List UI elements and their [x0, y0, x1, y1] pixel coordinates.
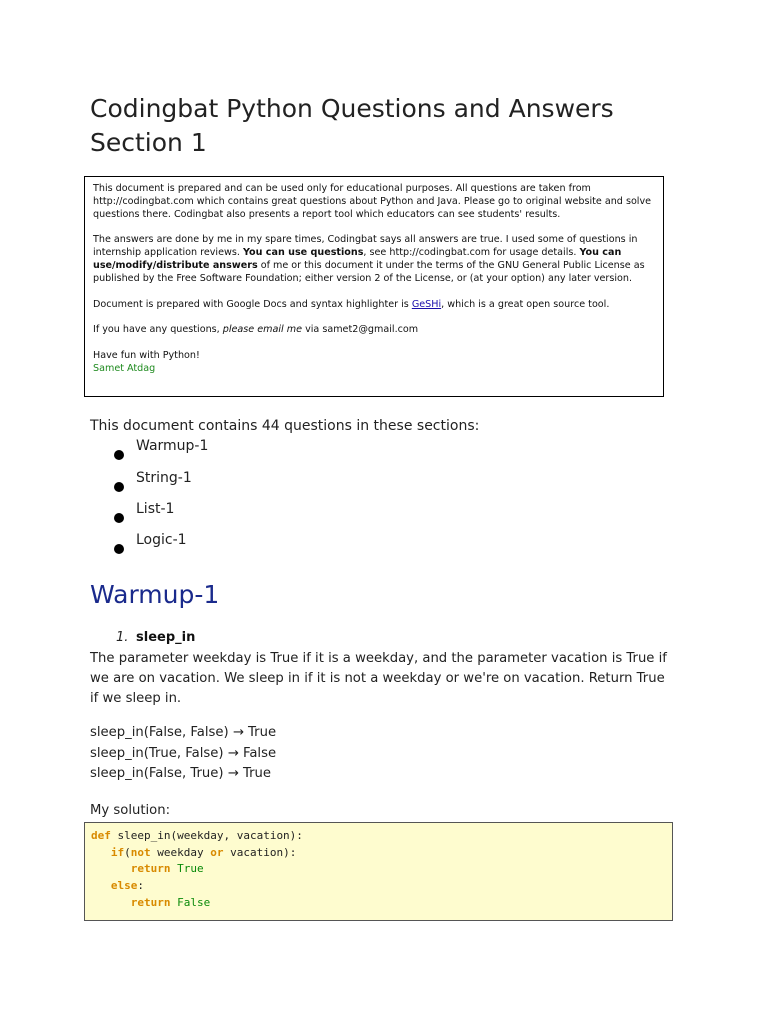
- example-line: sleep_in(False, True) → True: [90, 766, 271, 781]
- code-block: [84, 822, 673, 921]
- intro-paragraph-2: [93, 234, 655, 285]
- code-line: [91, 895, 666, 912]
- intro-text: , which is a great open source tool.: [441, 298, 610, 310]
- code-keyword: return: [130, 895, 171, 909]
- section-heading: Warmup-1: [90, 580, 220, 609]
- intro-text: via samet2@gmail.com: [302, 324, 419, 336]
- example-list: [90, 723, 276, 785]
- code-line: [91, 828, 666, 845]
- section-label: Warmup-1: [136, 438, 209, 454]
- code-builtin: False: [177, 895, 211, 909]
- example-line: sleep_in(True, False) → False: [90, 745, 277, 761]
- page-title: [90, 92, 690, 160]
- intro-paragraph-4: [93, 324, 655, 337]
- bullet-icon: [114, 450, 124, 460]
- code-keyword: else: [110, 879, 138, 893]
- list-item: [90, 470, 390, 498]
- code-keyword: return: [130, 862, 171, 876]
- code-text: vacation):: [223, 845, 297, 859]
- section-label: Logic-1: [136, 532, 187, 548]
- list-item: [90, 532, 390, 560]
- intro-paragraph-5: Have fun with Python!: [93, 350, 200, 362]
- section-label: List-1: [136, 501, 175, 517]
- intro-paragraph-3: [93, 299, 655, 312]
- code-line: [91, 878, 666, 895]
- list-item: [90, 501, 390, 529]
- code-text: weekday: [150, 845, 211, 859]
- question-number: 1.: [116, 630, 129, 645]
- code-text: sleep_in(weekday, vacation):: [110, 829, 303, 842]
- code-keyword: def: [91, 829, 111, 842]
- title-line-1: Codingbat Python Questions and Answers: [90, 94, 614, 123]
- section-label: String-1: [136, 470, 192, 486]
- intro-text: If you have any questions,: [93, 324, 223, 336]
- question-name: sleep_in: [136, 630, 196, 645]
- author-name: Samet Atdag: [93, 362, 156, 374]
- intro-text: Document is prepared with Google Docs and syntax highlighter is: [93, 298, 412, 310]
- code-text: (: [124, 845, 131, 859]
- intro-bold: You can use/modify/distribute answers: [93, 247, 622, 271]
- solution-label: My solution:: [90, 803, 171, 818]
- code-keyword: not: [130, 845, 151, 859]
- intro-paragraph-1: This document is prepared and can be used only for educational purposes. All questions are taken from http://codingbat.com which contains great questions about Python and Java. Please go to original website and solve questions there. Codingbat also presents a report tool which educators can see students' results.: [93, 183, 652, 220]
- bullet-icon: [114, 513, 124, 523]
- intro-bold: You can use questions: [242, 247, 364, 259]
- bullet-icon: [114, 544, 124, 554]
- code-line: [91, 845, 666, 862]
- example-line: sleep_in(False, False) → True: [90, 725, 277, 740]
- geshi-link[interactable]: GeSHi: [411, 298, 442, 310]
- bullet-icon: [114, 482, 124, 492]
- code-builtin: True: [177, 862, 204, 876]
- code-line: [91, 861, 666, 878]
- question-description: The parameter weekday is True if it is a weekday, and the parameter vacation is True if we are on vacation. We sleep in if it is not a weekday or we're on vacation. Return True if we sleep in.: [90, 651, 667, 706]
- list-item: [90, 438, 390, 466]
- intro-text: , see http://codingbat.com for usage details.: [363, 247, 580, 259]
- intro-text: of me or this document it under the terms of the GNU General Public License as published by the Free Software Foundation; either version 2 of the License, or (at your option) any later version.: [93, 259, 645, 284]
- title-line-2: Section 1: [90, 128, 207, 157]
- code-keyword: or: [210, 845, 224, 859]
- intro-italic: please email me: [222, 324, 303, 336]
- intro-box: [84, 176, 664, 397]
- code-keyword: if: [110, 845, 125, 859]
- contains-text: This document contains 44 questions in these sections:: [90, 418, 480, 434]
- code-text: :: [137, 879, 144, 893]
- intro-text: The answers are done by me in my spare times, Codingbat says all answers are true. I used some of questions in internship application reviews.: [93, 234, 638, 259]
